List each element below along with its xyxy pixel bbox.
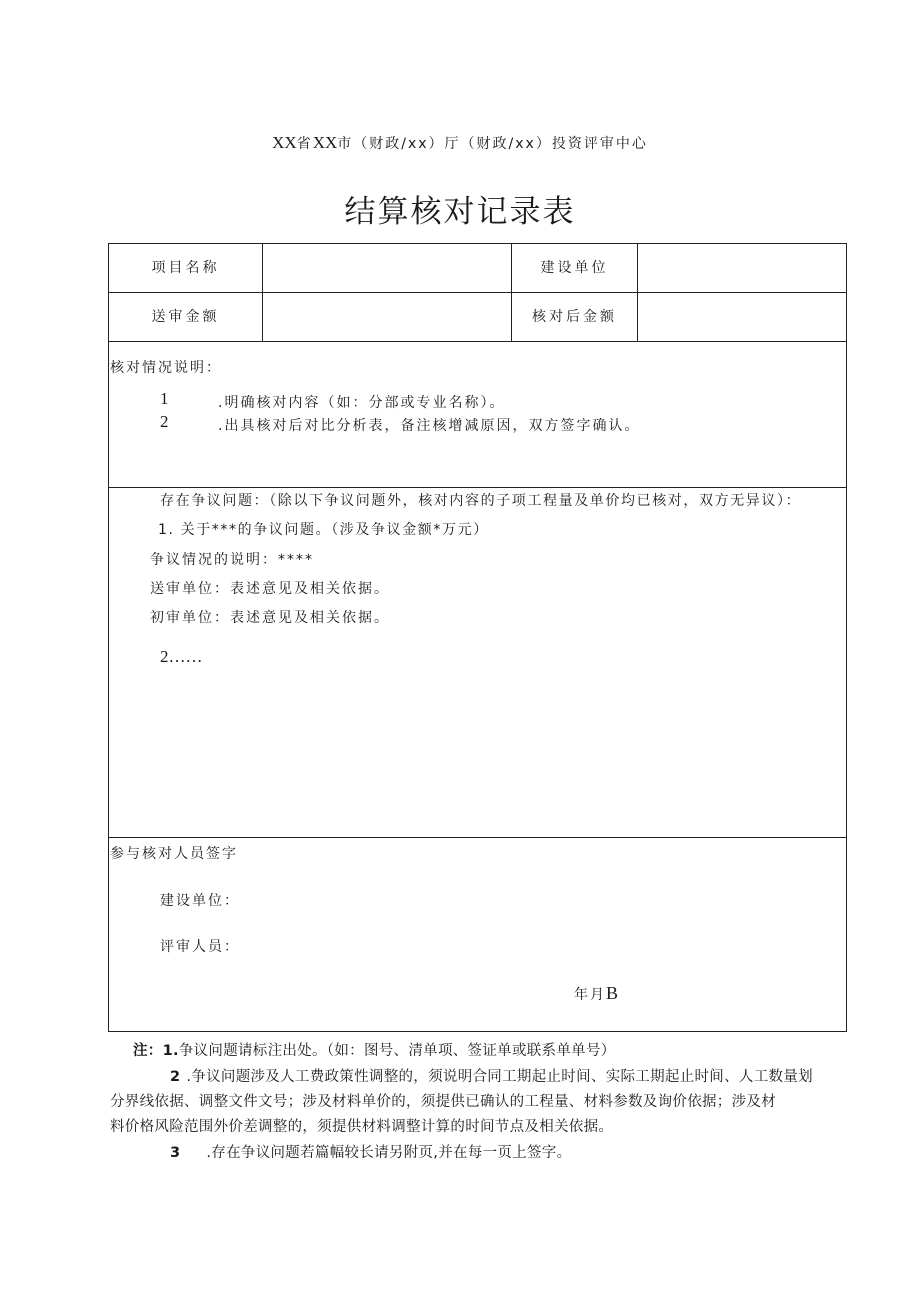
verified-amount-field[interactable]: [638, 293, 846, 341]
project-name-field[interactable]: [263, 244, 511, 292]
dispute-section-heading: 存在争议问题：（除以下争议问题外，核对内容的子项工程量及单价均已核对，双方无异议）：: [160, 493, 802, 509]
org-city-code: XX: [312, 133, 338, 152]
date-suffix: B: [606, 983, 621, 1003]
table-border-right: [846, 243, 847, 1032]
table-border-bottom: [108, 1031, 847, 1032]
review-staff-signature-label: 评审人员：: [160, 939, 240, 955]
section-divider: [108, 837, 847, 838]
submitted-amount-field[interactable]: [263, 293, 511, 341]
note-2-text: .争议问题涉及人工费政策性调整的，须说明合同工期起止时间、实际工期起止时间、人工数量划: [186, 1069, 813, 1085]
signature-section-heading: 参与核对人员签字: [110, 846, 238, 862]
check-item-number: 2: [160, 412, 169, 431]
organization-header: [0, 133, 920, 153]
submitted-amount-label: 送审金额: [151, 309, 220, 325]
org-province-code: XX: [272, 133, 297, 152]
check-item-text: .明确核对内容（如：分部或专业名称）。: [218, 395, 506, 411]
verified-amount-label: 核对后金额: [532, 309, 617, 325]
note-2-number: 2: [170, 1069, 181, 1085]
dispute-item-2: 2……: [160, 647, 203, 666]
note-2-line-3: 料价格风险范围外价差调整的，须提供材料调整计算的时间节点及相关依据。: [110, 1119, 614, 1135]
note-prefix: 注：: [133, 1043, 163, 1059]
dispute-reviewer-opinion: 初审单位：表述意见及相关依据。: [150, 610, 390, 626]
note-2-line-2: 分界线依据、调整文件文号；涉及材料单价的，须提供已确认的工程量、材料参数及询价依据；涉及材: [110, 1094, 776, 1110]
note-1-text: 争议问题请标注出处。（如：图号、清单项、签证单或联系单单号）: [178, 1043, 616, 1059]
section-divider: [108, 487, 847, 488]
note-2-line-1: [170, 1065, 813, 1086]
date-label: 年月: [574, 987, 606, 1003]
dispute-submitter-opinion: 送审单位：表述意见及相关依据。: [150, 581, 390, 597]
dispute-explanation: 争议情况的说明：****: [150, 552, 314, 568]
construction-unit-label: 建设单位: [540, 260, 609, 276]
note-1: [133, 1039, 616, 1060]
note-3: [170, 1141, 571, 1162]
org-rest: 市（财政/xx）厅（财政/xx）投资评审中心: [337, 136, 648, 152]
note-1-number: 1.: [162, 1043, 179, 1059]
dispute-item-1: 1. 关于***的争议问题。（涉及争议金额*万元）: [158, 522, 489, 538]
table-border-left: [108, 243, 109, 1032]
construction-unit-field[interactable]: [638, 244, 846, 292]
construction-unit-signature-label: 建设单位：: [160, 893, 240, 909]
org-province-word: 省: [296, 136, 313, 152]
row-divider: [108, 341, 847, 342]
page-title: 结算核对记录表: [344, 194, 576, 230]
check-section-heading: 核对情况说明：: [110, 360, 222, 376]
check-item-number: 1: [160, 389, 169, 408]
note-3-text: .存在争议问题若篇幅较长请另附页,并在每一页上签字。: [206, 1145, 572, 1161]
project-name-label: 项目名称: [151, 260, 220, 276]
note-3-number: 3: [170, 1145, 181, 1161]
signature-date: [574, 983, 620, 1004]
check-item-text: .出具核对后对比分析表，备注核增减原因，双方签字确认。: [218, 418, 641, 434]
